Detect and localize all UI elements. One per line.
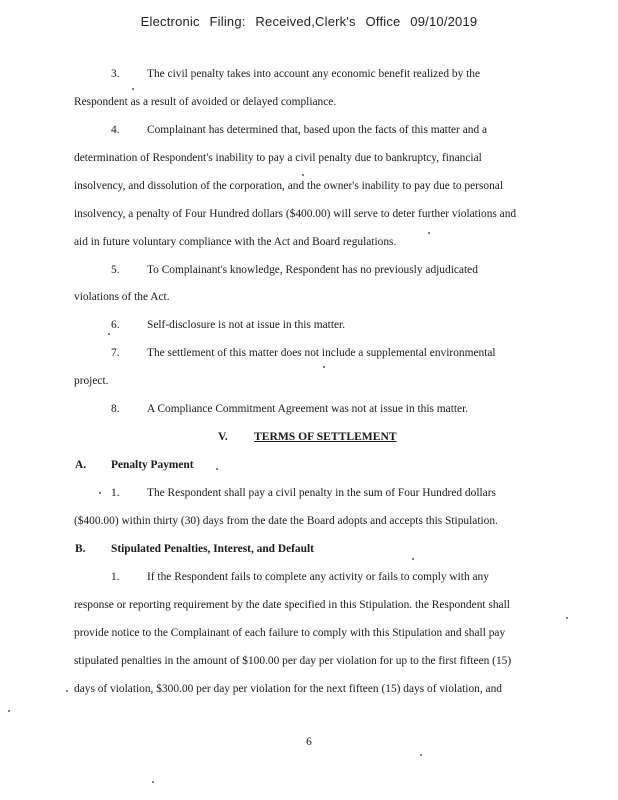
scan-speck (420, 754, 422, 756)
paragraph-3-number: 3. (111, 68, 120, 80)
subsection-b-line-2: response or reporting requirement by the date specified in this Stipulation. the Respondent shall (74, 599, 510, 611)
scan-speck (216, 468, 218, 470)
scan-speck (99, 492, 101, 494)
subsection-a-title: Penalty Payment (111, 459, 194, 471)
scan-speck (152, 781, 154, 783)
subsection-a-number: 1. (111, 487, 120, 499)
subsection-b-line-3: provide notice to the Complainant of each failure to comply with this Stipulation and shall pay (74, 627, 506, 639)
section-v-title: TERMS OF SETTLEMENT (254, 430, 397, 443)
scan-speck (132, 88, 134, 90)
paragraph-6-line-1: Self-disclosure is not at issue in this matter. (147, 319, 346, 331)
paragraph-5-line-2: violations of the Act. (74, 291, 170, 303)
paragraph-3-line-2: Respondent as a result of avoided or delayed compliance. (74, 96, 337, 108)
scan-speck (302, 174, 304, 176)
paragraph-5-number: 5. (111, 264, 120, 276)
scan-speck (428, 232, 430, 234)
subsection-b-line-1: If the Respondent fails to complete any activity or fails to comply with any (147, 571, 489, 583)
subsection-b-line-4: stipulated penalties in the amount of $100.00 per day per violation for up to the first fifteen (15) (74, 655, 512, 667)
scan-speck (66, 690, 68, 692)
paragraph-4-line-3: insolvency, and dissolution of the corporation, and the owner's inability to pay due to personal (74, 180, 504, 192)
subsection-b-line-5: days of violation, $300.00 per day per violation for the next fifteen (15) days of violation, and (74, 683, 502, 695)
paragraph-7-line-2: project. (74, 375, 109, 387)
electronic-filing-header: Electronic Filing: Received,Clerk's Office 09/10/2019 (140, 14, 478, 29)
subsection-a-line-2: ($400.00) within thirty (30) days from the date the Board adopts and accepts this Stipulation. (74, 515, 498, 527)
paragraph-8-line-1: A Compliance Commitment Agreement was not at issue in this matter. (147, 403, 469, 415)
subsection-a-line-1: The Respondent shall pay a civil penalty in the sum of Four Hundred dollars (147, 487, 496, 499)
page-number: 6 (306, 736, 312, 748)
paragraph-7-line-1: The settlement of this matter does not include a supplemental environmental (147, 347, 496, 359)
subsection-a-letter: A. (75, 459, 87, 471)
paragraph-4-line-2: determination of Respondent's inability to pay a civil penalty due to bankruptcy, financial (74, 152, 482, 164)
scan-speck (323, 366, 325, 368)
paragraph-4-line-4: insolvency, a penalty of Four Hundred dollars ($400.00) will serve to deter further violations and (74, 208, 517, 220)
paragraph-4-line-5: aid in future voluntary compliance with the Act and Board regulations. (74, 236, 397, 248)
paragraph-3-line-1: The civil penalty takes into account any economic benefit realized by the (147, 68, 481, 80)
paragraph-4-line-1: Complainant has determined that, based upon the facts of this matter and a (147, 124, 488, 136)
paragraph-4-number: 4. (111, 124, 120, 136)
subsection-b-number: 1. (111, 571, 120, 583)
paragraph-6-number: 6. (111, 319, 120, 331)
paragraph-5-line-1: To Complainant's knowledge, Respondent has no previously adjudicated (147, 264, 478, 276)
subsection-b-title: Stipulated Penalties, Interest, and Default (111, 543, 314, 555)
scan-speck (566, 617, 568, 619)
subsection-b-letter: B. (75, 543, 86, 555)
scan-speck (8, 710, 10, 712)
paragraph-7-number: 7. (111, 347, 120, 359)
paragraph-8-number: 8. (111, 403, 120, 415)
section-v-numeral: V. (218, 430, 228, 443)
scan-speck (108, 333, 110, 335)
scan-speck (412, 558, 414, 560)
